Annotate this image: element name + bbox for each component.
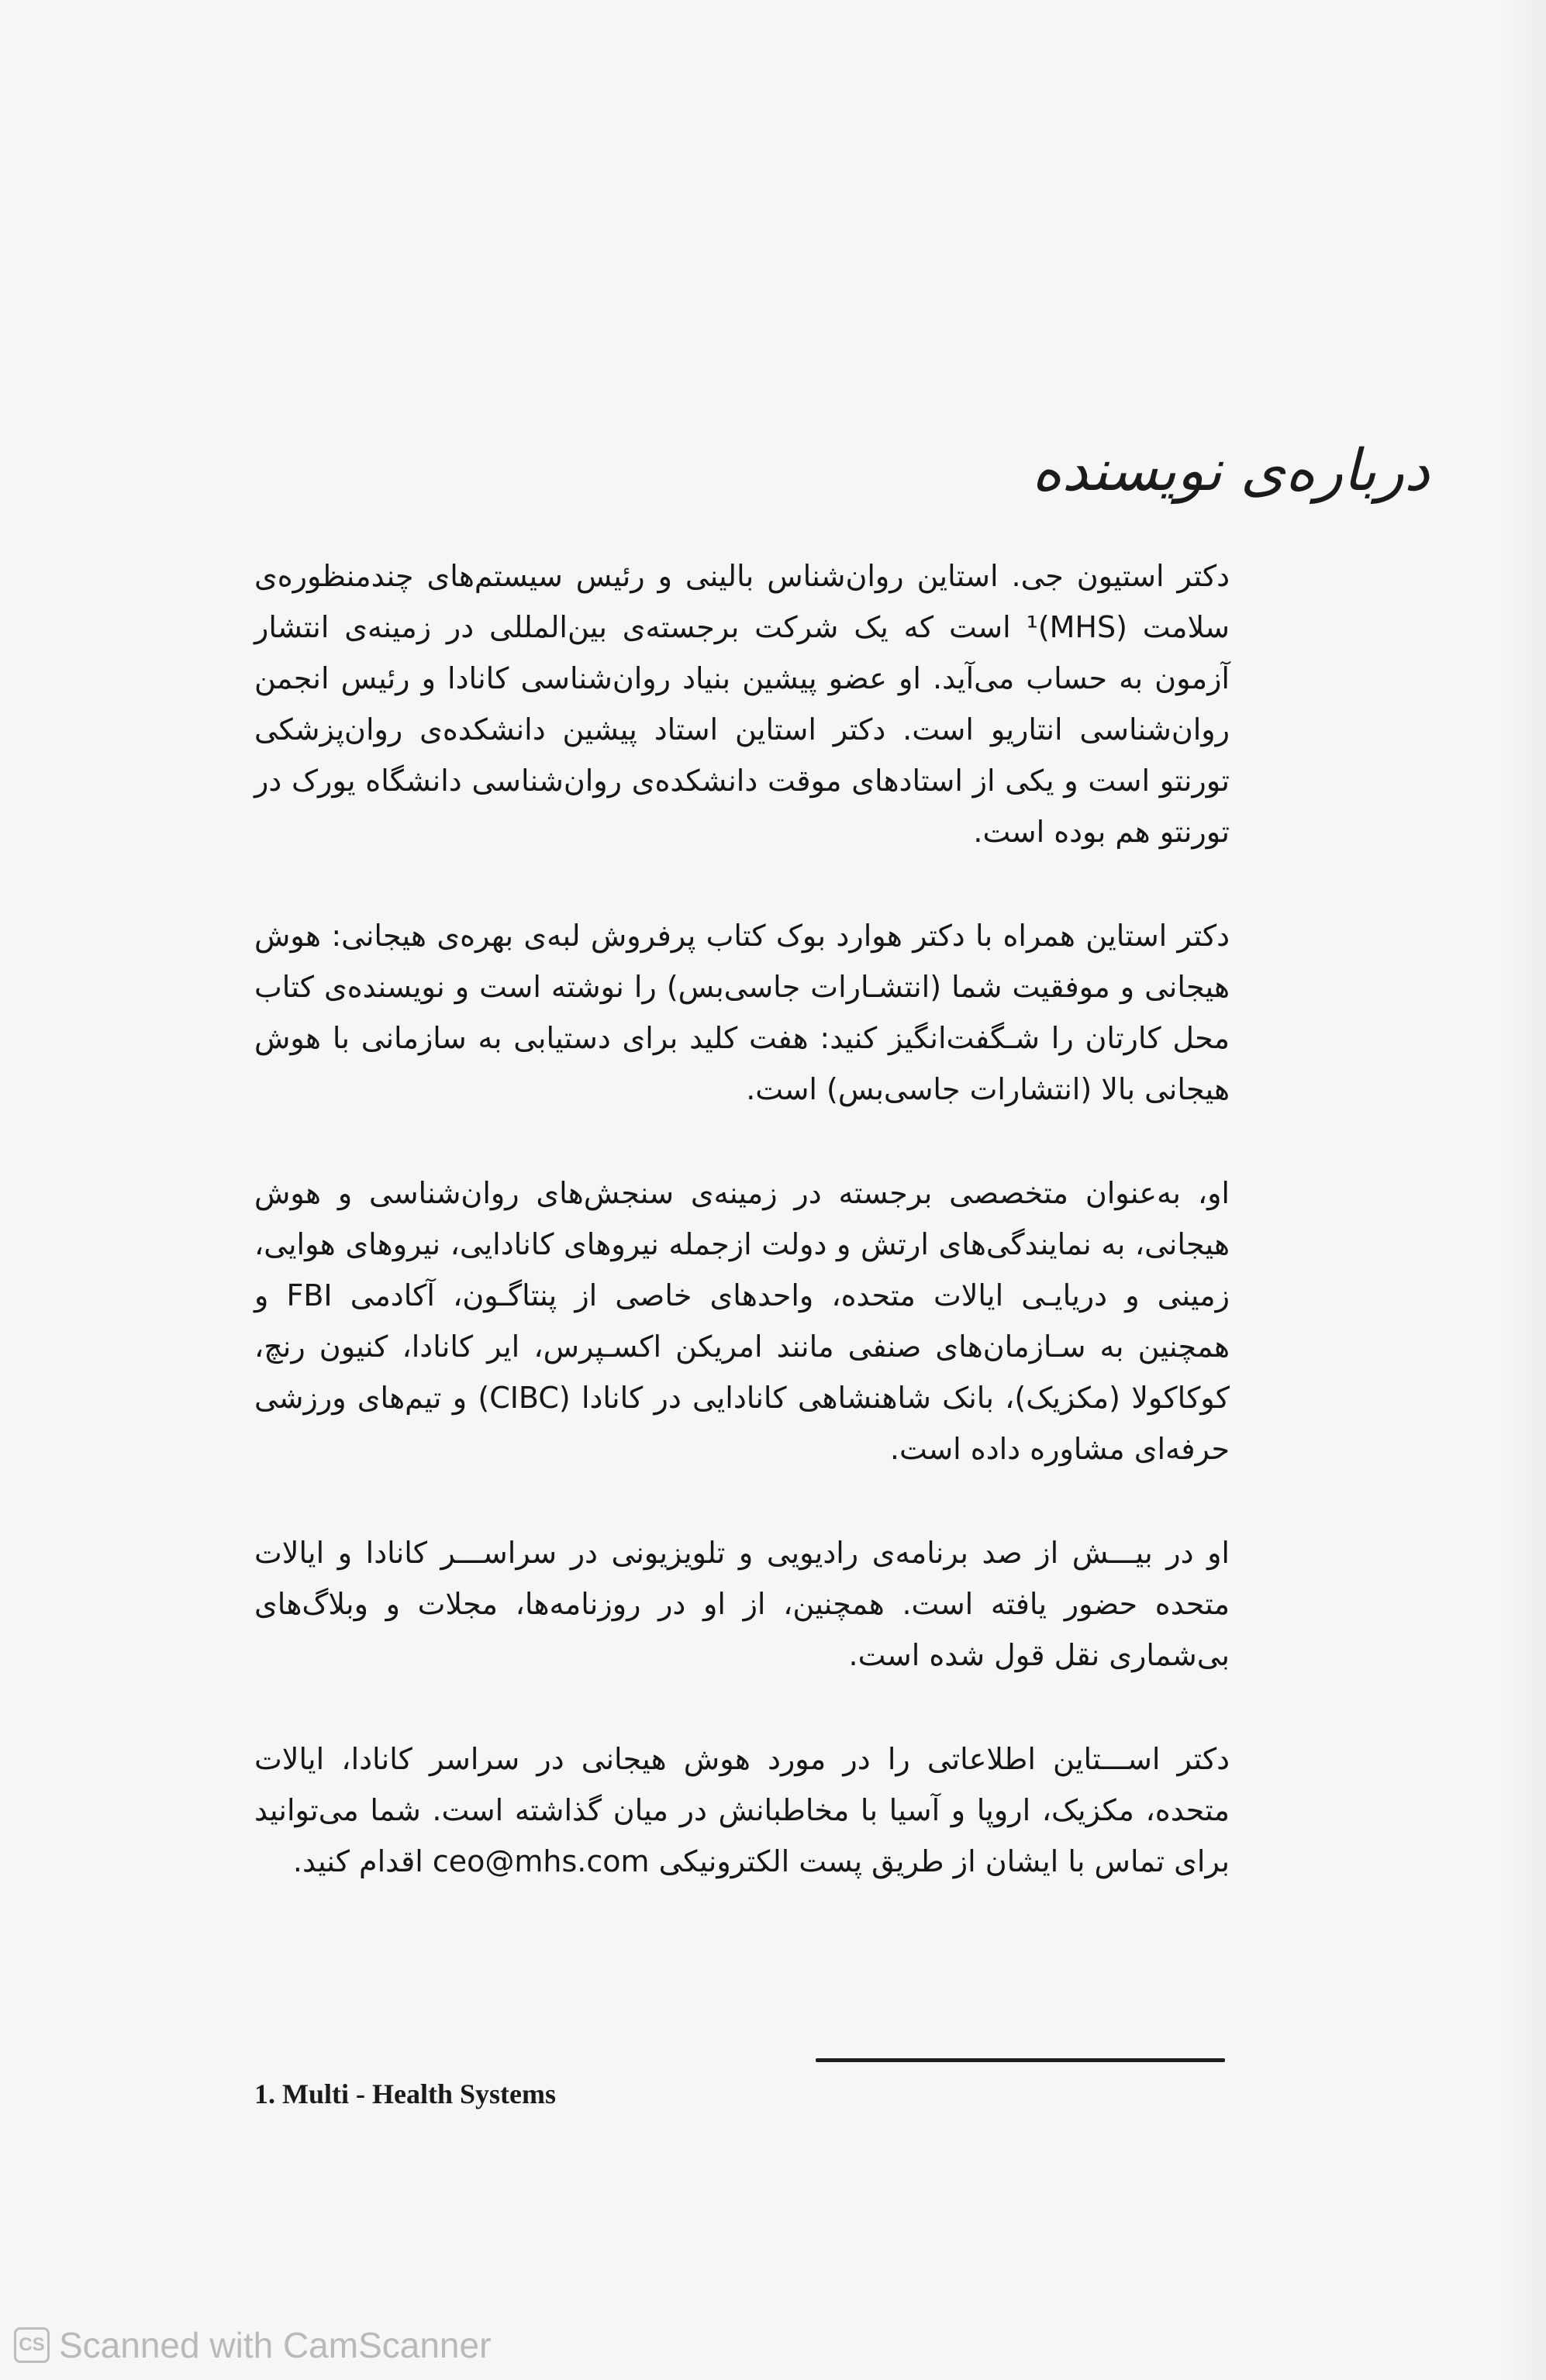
- body-text: [254, 550, 1230, 1887]
- watermark-text: Scanned with CamScanner: [59, 2325, 492, 2365]
- paragraph-bio: دکتر استیون جی. استاین روان‌شناس بالینی و رئیس سیستم‌های چندمنظوره‌ی سلامت (MHS)¹ است که یک شرکت برجسته‌ی بین‌المللی در زمینه‌ی انتشار آزمون به حساب می‌آید. او عضو پیشین بنیاد روان‌شناسی کانادا و رئیس انجمن روان‌شناسی انتاریو است. دکتر استاین استاد پیشین دانشکده‌ی روان‌پزشکی تورنتو است و یکی از استادهای موقت دانشکده‌ی روان‌شناسی دانشگاه یورک در تورنتو هم بوده است.: [254, 559, 1230, 849]
- footnote: 1. Multi - Health Systems: [254, 2078, 556, 2109]
- footnote-divider: [816, 2058, 1225, 2062]
- scanner-watermark: [14, 2324, 491, 2366]
- paragraph-media: او در بیـــش از صد برنامه‌ی رادیویی و تلویزیونی در سراســـر کانادا و ایالات متحده حضور یافته است. همچنین، از او در روزنامه‌ها، مجلات و وبلاگ‌های بی‌شماری نقل قول شده است.: [254, 1536, 1230, 1672]
- paragraph-books: دکتر استاین همراه با دکتر هوارد بوک کتاب پرفروش لبه‌ی بهره‌ی هیجانی: هوش هیجانی و موفقیت شما (انتشـارات جاسی‌بس) را نوشته است و نویسنده‌ی کتاب محل کارتان را شـگفت‌انگیز کنید: هفت کلید برای دستیابی به سازمانی با هوش هیجانی بالا (انتشارات جاسی‌بس) است.: [254, 919, 1230, 1106]
- paragraph-contact: دکتر اســـتاین اطلاعاتی را در مورد هوش هیجانی در سراسر کانادا، ایالات متحده، مکزیک، اروپا و آسیا با مخاطبانش در میان گذاشته است. شما می‌توانید برای تماس با ایشان از طریق پست الکترونیکی ceo@mhs.com اقدام کنید.: [254, 1742, 1230, 1878]
- page-edge-shadow: [1499, 0, 1546, 2380]
- paragraph-consulting: او، به‌عنوان متخصصی برجسته در زمینه‌ی سنجش‌های روان‌شناسی و هوش هیجانی، به نمایندگی‌های ارتش و دولت ازجمله نیروهای کانادایی، نیروهای هوایی، زمینی و دریایـی ایالات متحده، واحدهای خاصی از پنتاگـون، آکادمی FBI و همچنین به سـازمان‌های صنفی مانند امریکن اکسـپرس، ایر کانادا، کنیون رنچ، کوکاکولا (مکزیک)، بانک شاهنشاهی کانادایی در کانادا (CIBC) و تیم‌های ورزشی حرفه‌ای مشاوره داده است.: [254, 1176, 1230, 1466]
- camscanner-logo-icon: CS: [14, 2327, 50, 2363]
- page-title: درباره‌ی نویسنده: [1031, 437, 1430, 504]
